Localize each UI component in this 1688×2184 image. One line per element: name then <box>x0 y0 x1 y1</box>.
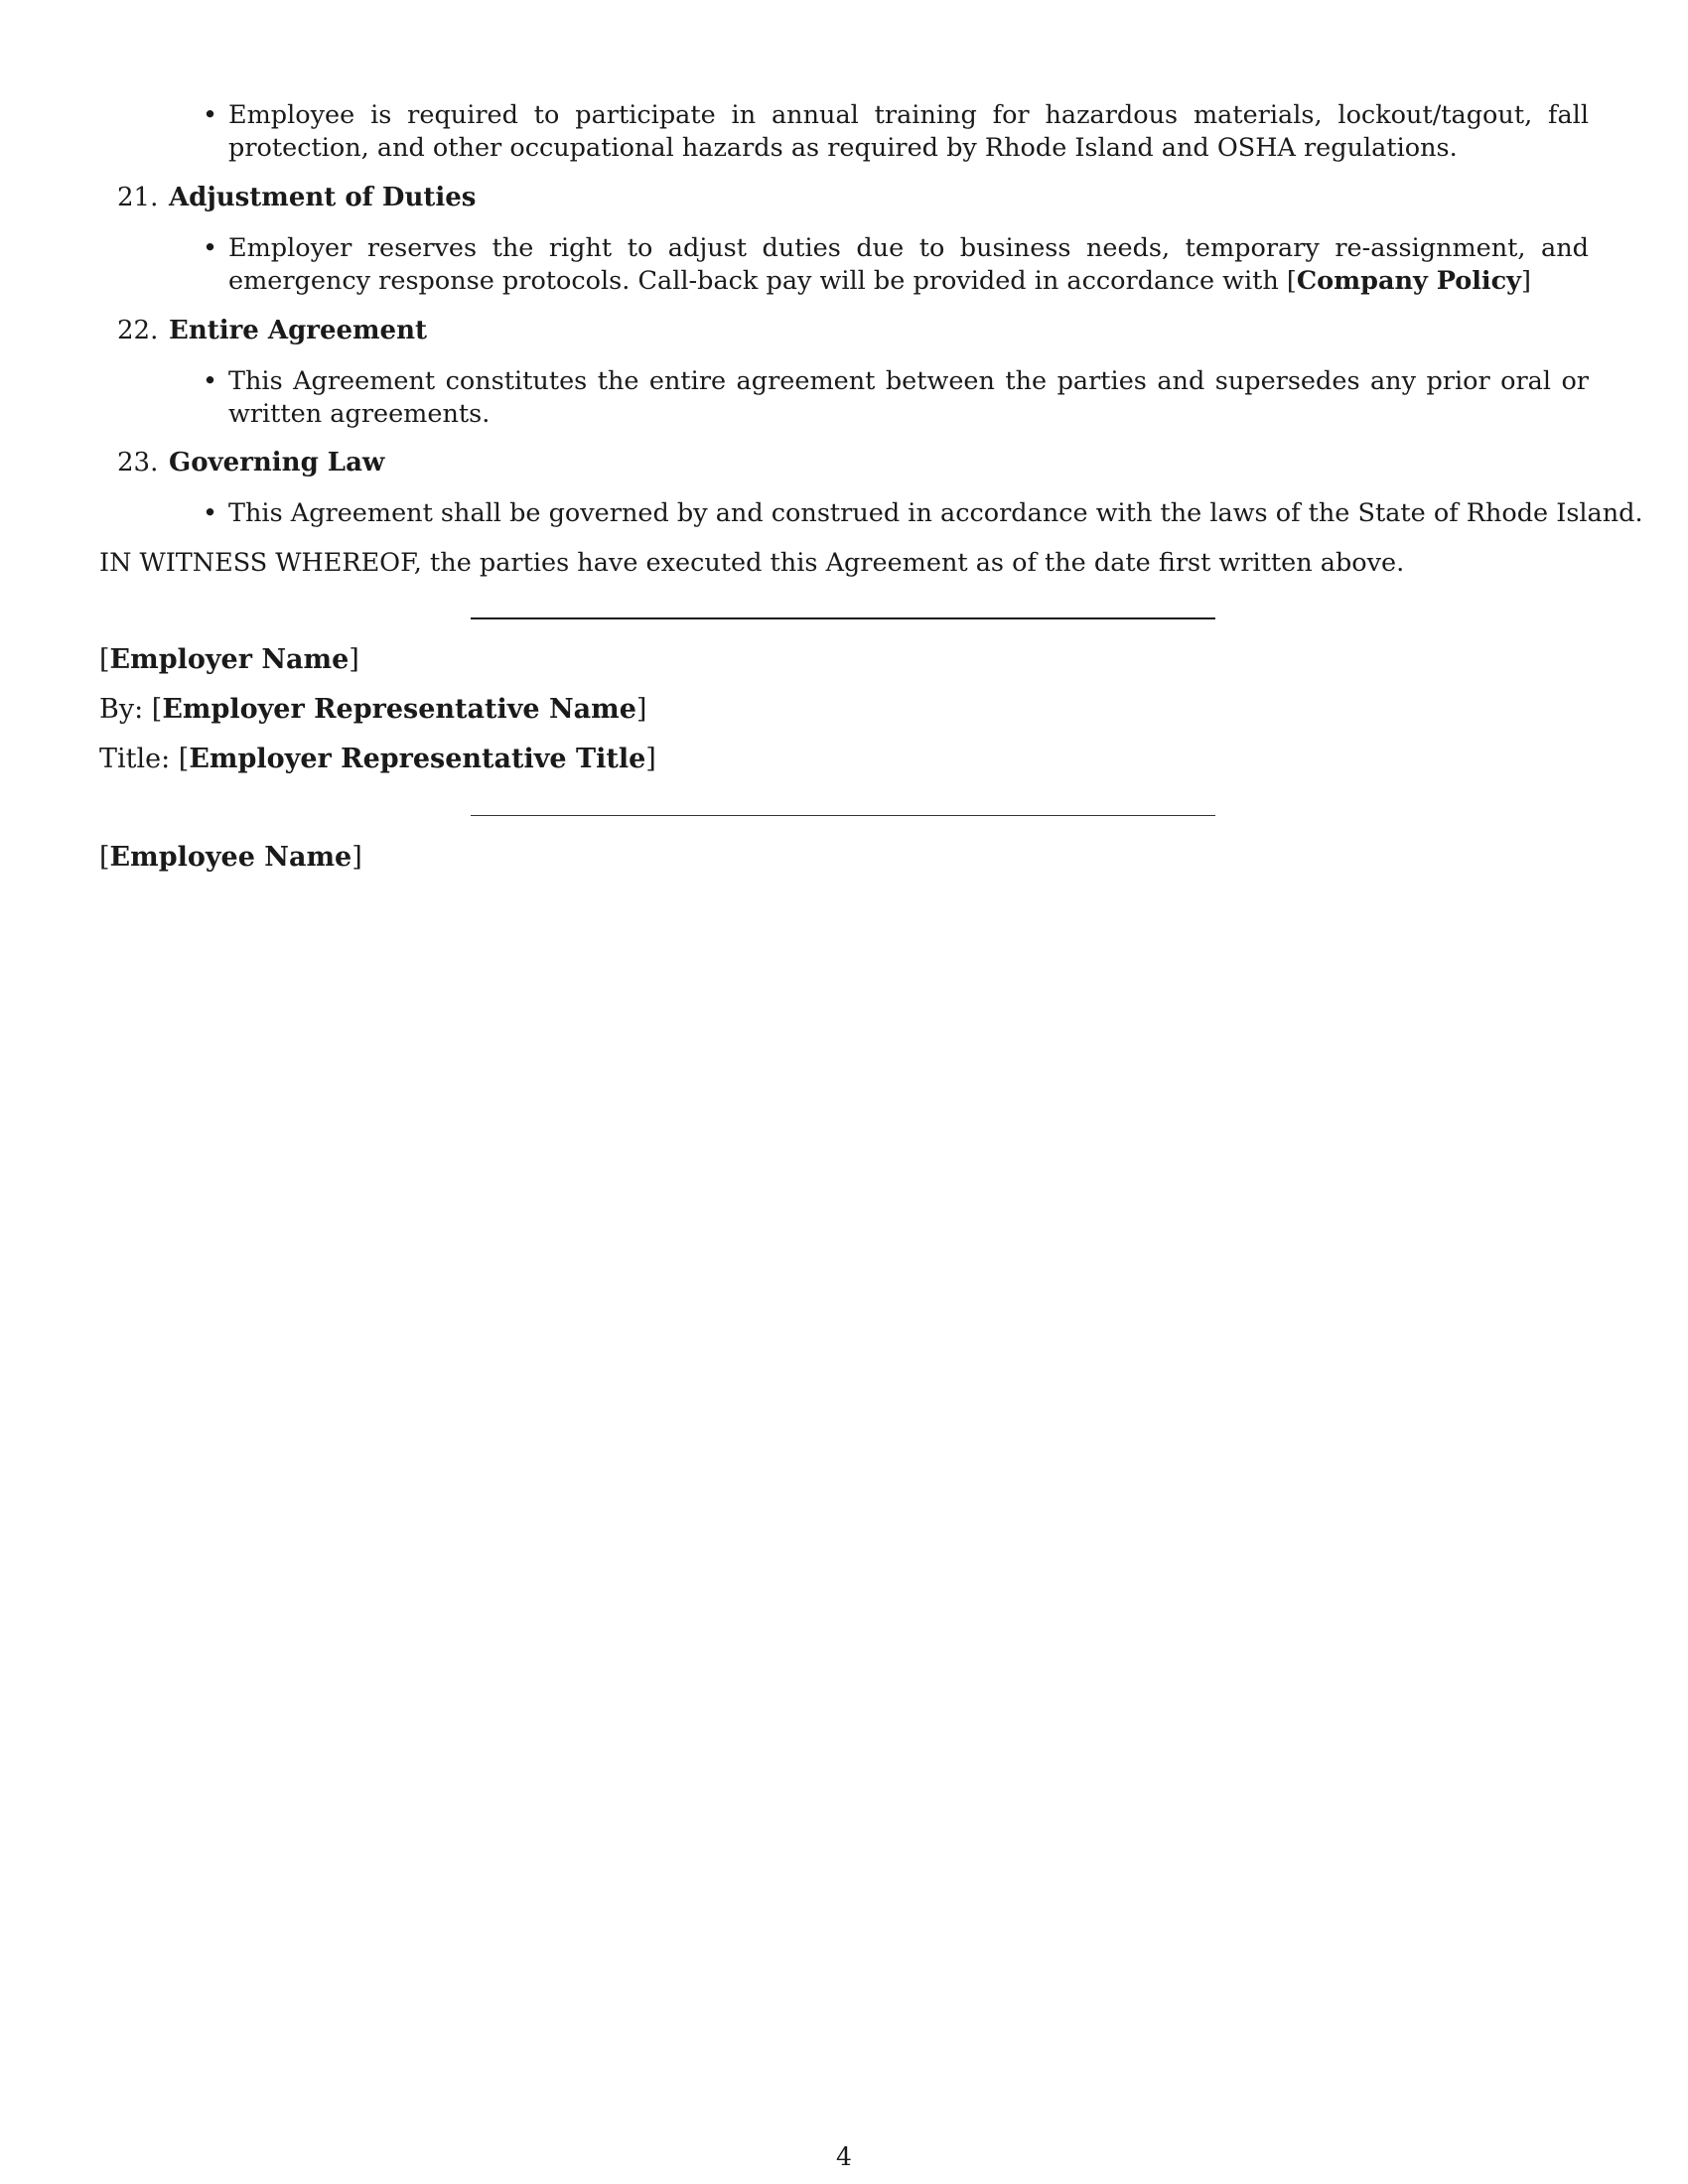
section-heading-23 <box>117 447 385 479</box>
bullet-adjust-text: Employer reserves the right to adjust duties due to business needs, temporary re-assignment, and emergency response protocols. Call-back pay will be provided in accordance with [ <box>228 233 1589 296</box>
section-title: Governing Law <box>169 448 385 478</box>
bullet-law <box>203 497 1643 530</box>
section-heading-21 <box>117 182 477 214</box>
title-label: Title: <box>99 744 171 774</box>
bullet-adjust <box>203 232 1589 298</box>
company-policy-placeholder: Company Policy <box>1296 266 1521 296</box>
employer-name-line: [Employer Name] <box>99 644 359 675</box>
by-label: By: <box>99 694 144 725</box>
bullet-dot: • <box>203 100 218 130</box>
employee-name-placeholder: Employee Name <box>109 842 352 873</box>
section-title: Entire Agreement <box>169 316 427 345</box>
bullet-training <box>203 99 1589 165</box>
section-number: 23. <box>117 448 159 478</box>
bullet-dot: • <box>203 366 218 396</box>
employee-signature-line <box>471 815 1215 816</box>
employer-signature-line <box>471 617 1215 619</box>
bullet-adjust-close: ] <box>1520 266 1531 296</box>
bullet-law-text: This Agreement shall be governed by and construed in accordance with the laws of the State of Rhode Island. <box>228 498 1643 528</box>
employer-name-placeholder: Employer Name <box>109 644 350 675</box>
bullet-training-text: Employee is required to participate in annual training for hazardous materials, lockout/tagout, fall protection, and other occupational hazards as required by Rhode Island and OSHA regulations. <box>228 100 1589 163</box>
bullet-entire-text: This Agreement constitutes the entire agreement between the parties and supersedes any prior oral or written agreements. <box>228 366 1589 429</box>
employer-title-line: Title: [Employer Representative Title] <box>99 744 656 774</box>
employer-rep-name-placeholder: Employer Representative Name <box>162 694 636 725</box>
witness-statement: IN WITNESS WHEREOF, the parties have executed this Agreement as of the date first written above. <box>99 548 1405 578</box>
section-heading-22 <box>117 315 427 347</box>
employee-name-line: [Employee Name] <box>99 842 362 873</box>
bullet-dot: • <box>203 498 218 528</box>
bullet-entire <box>203 365 1589 431</box>
employer-rep-line: By: [Employer Representative Name] <box>99 694 647 725</box>
employer-rep-title-placeholder: Employer Representative Title <box>189 744 646 774</box>
bullet-dot: • <box>203 233 218 263</box>
section-title: Adjustment of Duties <box>169 183 477 212</box>
section-number: 22. <box>117 316 159 345</box>
page-number: 4 <box>836 2142 852 2171</box>
section-number: 21. <box>117 183 159 212</box>
